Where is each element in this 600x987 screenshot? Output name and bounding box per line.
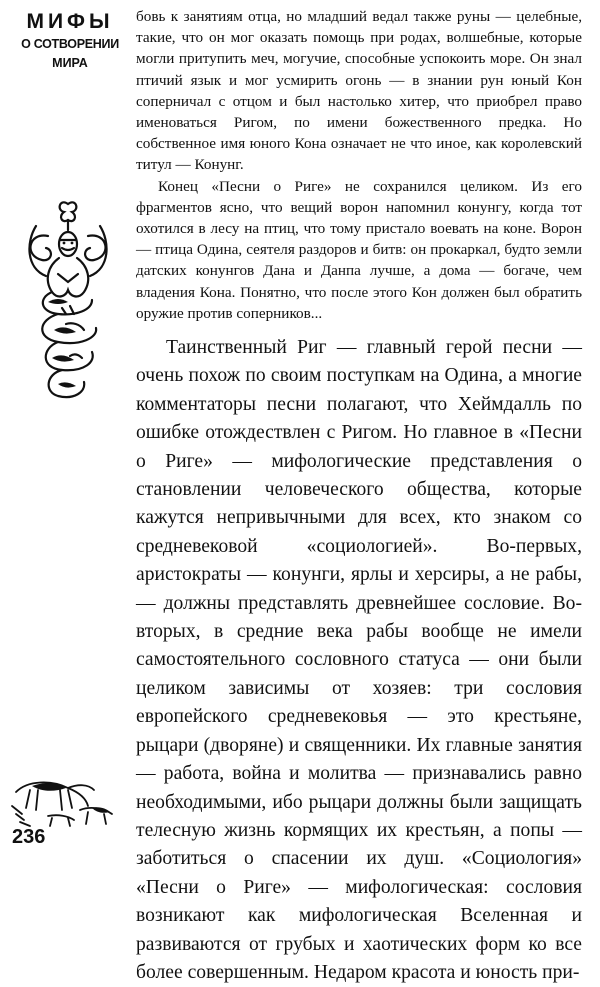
main-text-block <box>136 334 582 987</box>
deity-serpent-illustration <box>18 196 118 516</box>
main-paragraph: Таинственный Риг — главный герой песни — очень похож по своим поступкам на Одина, а многие комментаторы песни полагают, что Хеймдалль по ошибке отождествлен с Ригом. Но главное в «Песни о Риге» — мифологические представления о становлении человеческого общества, которые кажутся непривычными для всех, кто знаком со средневековой «социологией». Во-первых, аристократы — конунги, ярлы и херсиры, а не рабы, — должны представлять древнейшее сословие. Во-вторых, в средние века рабы вообще не имели самостоятельного сословного статуса — они были целиком зависимы от хозяев: три сословия европейского средневековья — это крестьяне, рыцари (дворяне) и священники. Их главные занятия — работа, война и молитва — признавались равно необходимыми, ибо рыцари должны были защищать телесную жизнь кормящих их крестьян, а попы — заботиться о спасении их душ. «Социология» «Песни о Риге» — мифологическая: сословия возникают как мифологическая Вселенная и развиваются от грубых и хаотических форм ко все более совершенным. Недаром красота и юность при- <box>136 337 582 983</box>
small-paragraph-1: бовь к занятиям отца, но младший ведал также руны — целебные, такие, что он мог оказать помощь при родах, волшебные, которые могли притупить меч, могучие, способные успокоить море. Он знал птичий язык и мог усмирить огонь — в знании рун юный Кон соперничал с отцом и был настолько хитер, что приобрел право именоваться Ригом, по имени божественного предка. Но собственное имя юного Кона означает не что иное, как королевский титул — Конунг. <box>136 8 582 174</box>
small-text-block <box>136 6 582 324</box>
animals-illustration <box>8 770 118 830</box>
small-paragraph-2: Конец «Песни о Риге» не сохранился целиком. Из его фрагментов ясно, что вещий ворон напомнил конунгу, когда тот охотился в лесу на птиц, что тому пристало воевать на коне. Ворон — птица Одина, сеятеля раздоров и битв: он прокаркал, будто земли датских конунгов Дана и Данпа лучше, а дома — богаче, чем владения Кона. Понятно, что после этого Кон должен был обратить оружие против соперников... <box>136 177 582 322</box>
header-subtitle: О СОТВОРЕНИИ <box>21 37 119 51</box>
header-title: МИФЫ <box>26 10 114 33</box>
header-subtitle-2: МИРА <box>52 56 88 70</box>
running-header <box>14 10 126 71</box>
page-number: 236 <box>12 826 46 848</box>
